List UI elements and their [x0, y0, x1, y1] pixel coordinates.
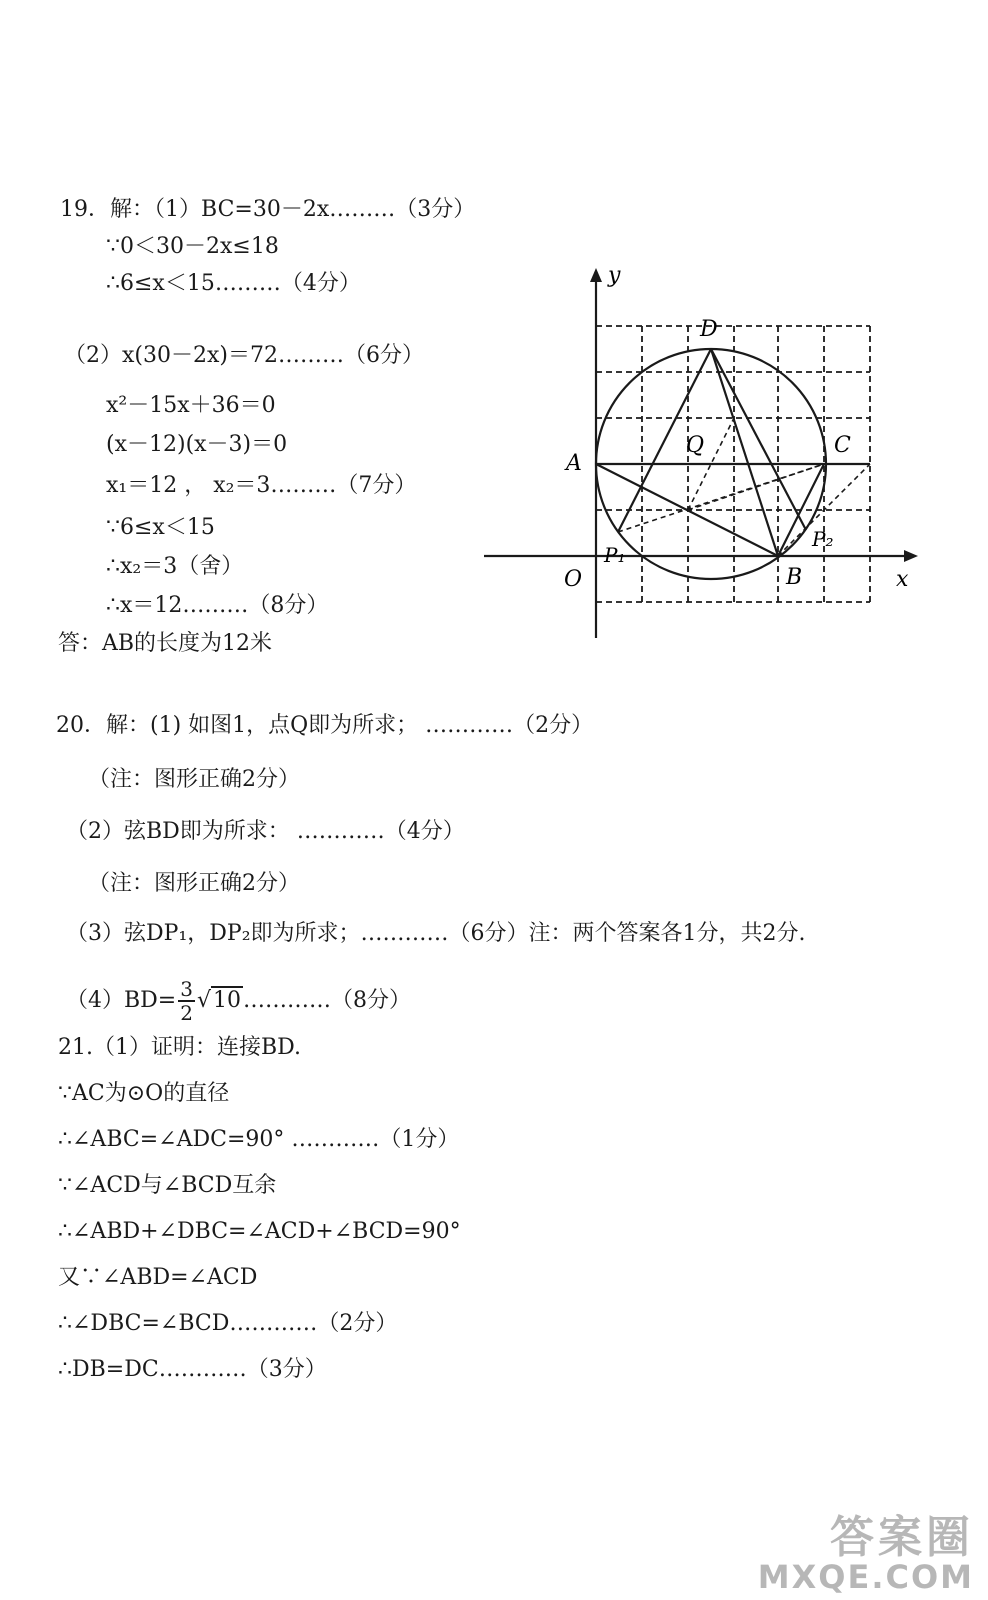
x-axis-arrow [904, 550, 918, 562]
label-d: D [700, 317, 718, 342]
label-b: B [786, 565, 803, 590]
label-q: Q [686, 433, 705, 458]
y-axis-arrow [590, 268, 602, 282]
sqrt-icon: √ [196, 988, 212, 1013]
watermark-url: MXQE.COM [757, 1558, 974, 1596]
q21-line-3: ∴∠ABC=∠ADC=90° …………（1分） [58, 1127, 460, 1152]
q19-line-4: （2）x(30－2x)＝72………（6分） [64, 343, 424, 368]
q19-line-9: ∴x₂＝3（舍） [106, 554, 244, 579]
q19-answer: 答：AB的长度为12米 [58, 631, 273, 656]
segment-db [711, 349, 778, 556]
sqrt-radicand: 10 [213, 988, 242, 1013]
q20-note-2: （注：图形正确2分） [88, 871, 300, 896]
q20-line-4 [66, 978, 411, 1024]
q19-line-3: ∴6≤x＜15………（4分） [106, 271, 361, 296]
label-x: x [896, 567, 909, 592]
q21-line-7: ∴∠DBC=∠BCD…………（2分） [58, 1311, 398, 1336]
q20-line-3: （3）弦DP₁，DP₂即为所求；…………（6分）注：两个答案各1分，共2分. [66, 921, 806, 946]
geometry-figure [484, 262, 924, 642]
q19-line-10: ∴x＝12………（8分） [106, 593, 329, 618]
q19-line-6: (x－12)(x－3)＝0 [106, 432, 288, 457]
q21-line-6: 又∵∠ABD=∠ACD [58, 1265, 258, 1290]
label-a: A [566, 451, 582, 476]
label-c: C [834, 433, 851, 458]
q19-line-8: ∵6≤x＜15 [106, 515, 215, 540]
q20-line-1: 20．解：(1) 如图1，点Q即为所求； …………（2分） [56, 713, 594, 738]
segment-dp2 [711, 349, 806, 530]
q21-line-8: ∴DB=DC…………（3分） [58, 1357, 327, 1382]
q21-line-4: ∵∠ACD与∠BCD互余 [58, 1173, 277, 1198]
q20-line-2: （2）弦BD即为所求： …………（4分） [66, 819, 465, 844]
q19-line-5: x²－15x＋36＝0 [106, 393, 276, 418]
label-o: O [564, 567, 583, 592]
q21-line-1: 21.（1）证明：连接BD. [58, 1035, 301, 1060]
q20-note-1: （注：图形正确2分） [88, 767, 300, 792]
q20-line-4-prefix: （4）BD= [66, 988, 177, 1013]
q19-line-1: 19．解：（1）BC=30－2x………（3分） [60, 197, 476, 222]
label-y: y [608, 263, 621, 288]
label-p1: P₁ [604, 543, 626, 567]
fraction-numerator: 3 [180, 977, 193, 1001]
q19-line-7: x₁＝12 ， x₂＝3………（7分） [106, 473, 417, 498]
q21-line-5: ∴∠ABD+∠DBC=∠ACD+∠BCD=90° [58, 1219, 461, 1244]
q20-line-4-suffix: …………（8分） [243, 988, 412, 1013]
fraction [178, 978, 195, 1024]
q19-line-2: ∵0＜30－2x≤18 [106, 234, 279, 259]
watermark-logo [757, 1512, 974, 1596]
q21-line-2: ∵AC为⊙O的直径 [58, 1081, 230, 1106]
label-p2: P₂ [812, 527, 834, 551]
watermark-title: 答案圈 [830, 1512, 974, 1563]
fraction-denominator: 2 [180, 1001, 193, 1025]
